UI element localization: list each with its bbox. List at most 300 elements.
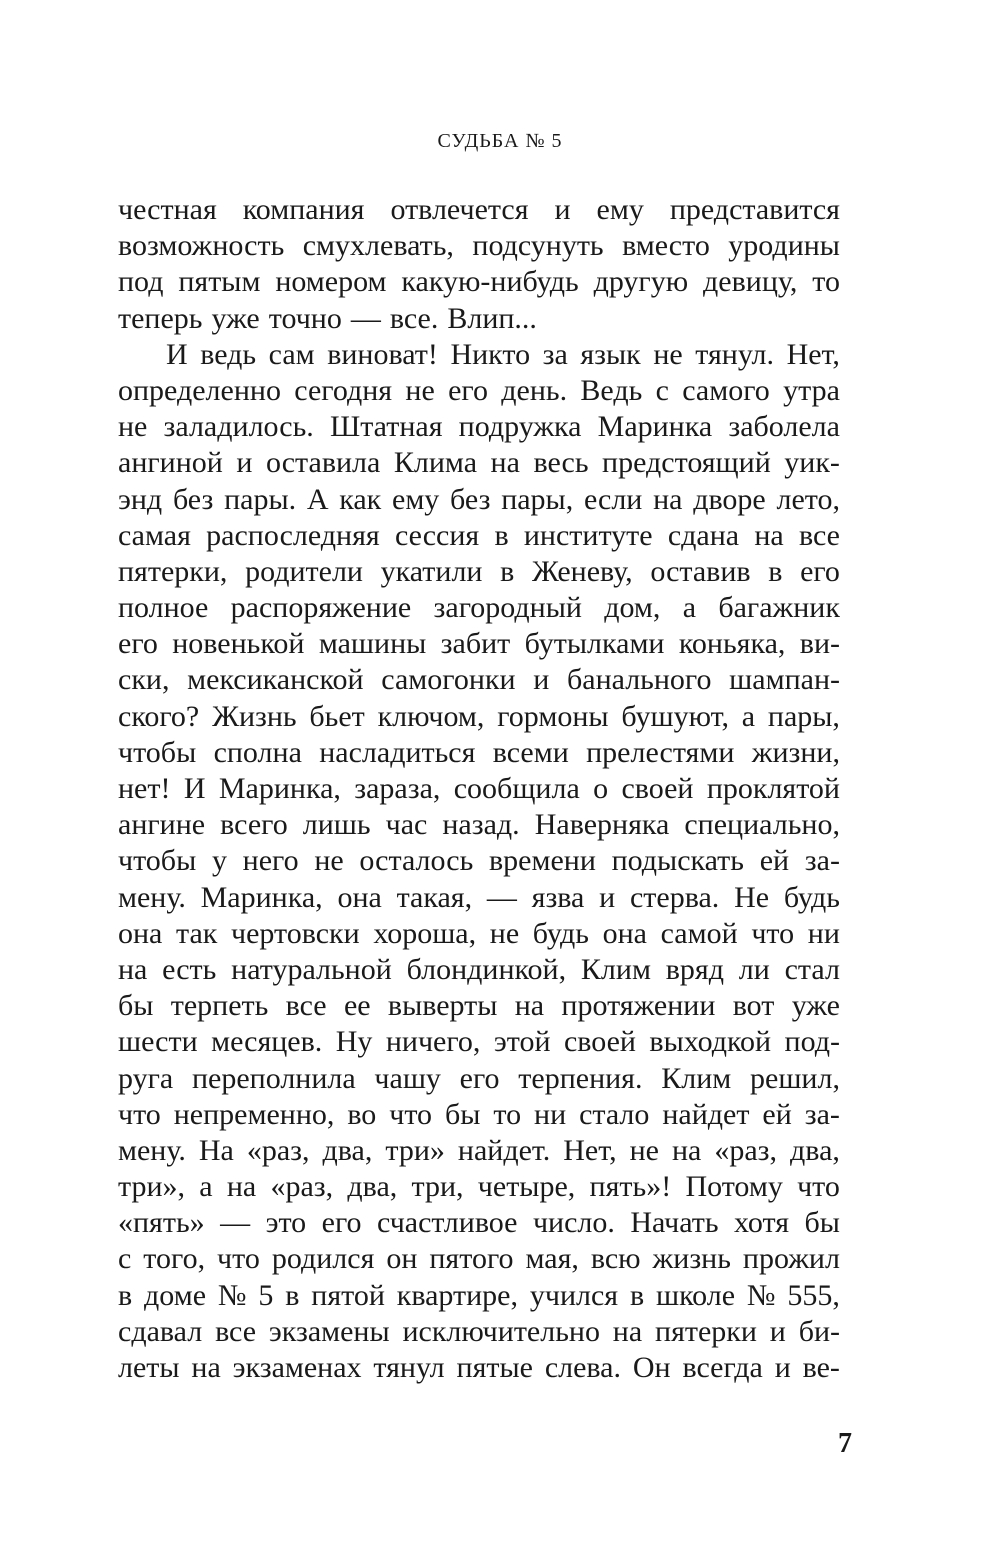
word: о bbox=[593, 772, 609, 805]
word: назад. bbox=[442, 808, 520, 842]
word: язва bbox=[531, 880, 585, 914]
word: ничего, bbox=[385, 1025, 481, 1059]
word: забит bbox=[440, 627, 511, 661]
word: на bbox=[612, 1314, 643, 1348]
word: в bbox=[768, 554, 783, 588]
word: хотя bbox=[734, 1206, 789, 1240]
word: день. bbox=[501, 373, 568, 407]
word: девицу, bbox=[703, 265, 798, 299]
word: багажник bbox=[718, 591, 840, 625]
word: оставив bbox=[650, 554, 751, 588]
word: Не bbox=[734, 880, 770, 914]
word: пары, bbox=[501, 482, 574, 516]
word: под- bbox=[784, 1025, 840, 1059]
word: № bbox=[217, 1278, 247, 1312]
text-line bbox=[118, 228, 840, 264]
word: чертовски bbox=[231, 916, 360, 950]
word: честная bbox=[118, 193, 217, 226]
word: и bbox=[533, 663, 550, 697]
word: прожил bbox=[742, 1242, 840, 1276]
word: теперь bbox=[118, 301, 203, 335]
word: есть bbox=[162, 952, 217, 986]
word: него bbox=[242, 844, 299, 878]
text-line bbox=[118, 409, 840, 445]
body-text bbox=[118, 192, 840, 1386]
word: будь bbox=[783, 880, 840, 914]
text-line bbox=[118, 1061, 840, 1097]
word: Ну bbox=[335, 1025, 373, 1059]
word: ему bbox=[392, 482, 440, 516]
word: мексиканской bbox=[187, 663, 364, 697]
word: учился bbox=[529, 1278, 619, 1312]
word: прелестями bbox=[586, 735, 735, 769]
word: ему bbox=[596, 193, 644, 226]
word: Начать bbox=[630, 1206, 719, 1240]
word: укатили bbox=[380, 554, 483, 588]
word: ей bbox=[759, 844, 790, 878]
text-line bbox=[118, 1024, 840, 1060]
word: он bbox=[386, 1242, 418, 1276]
word: блондинкой, bbox=[406, 952, 567, 986]
text-line bbox=[118, 301, 840, 337]
word: на bbox=[118, 952, 148, 986]
word: пять»! bbox=[589, 1170, 672, 1204]
word: без bbox=[172, 482, 214, 516]
word: 555, bbox=[787, 1278, 840, 1312]
word: Клим bbox=[661, 1061, 732, 1095]
word: И bbox=[166, 337, 188, 371]
word: слева. bbox=[544, 1351, 621, 1384]
word: будь bbox=[532, 916, 589, 950]
word: и bbox=[769, 1314, 786, 1348]
word: уже bbox=[791, 989, 840, 1023]
text-line bbox=[118, 952, 840, 988]
word: лето, bbox=[776, 482, 840, 516]
word: ключом, bbox=[377, 699, 485, 733]
word: найдет. bbox=[457, 1133, 551, 1167]
word: протяжении bbox=[561, 989, 716, 1023]
word: Женеву, bbox=[531, 554, 633, 588]
word: заладилось. bbox=[163, 410, 314, 444]
word: ли bbox=[738, 952, 770, 986]
word: гормоны bbox=[497, 699, 609, 733]
word: точно bbox=[268, 301, 342, 335]
word: банального bbox=[566, 663, 712, 697]
word: Клим bbox=[580, 952, 651, 986]
word: вот bbox=[732, 989, 775, 1023]
word: сегодня bbox=[294, 373, 393, 407]
word: руга bbox=[118, 1061, 174, 1095]
word: на bbox=[514, 989, 545, 1023]
word: вряд bbox=[665, 952, 724, 986]
word: найдет bbox=[662, 1097, 750, 1131]
word: распоряжение bbox=[230, 591, 412, 625]
word: весь bbox=[533, 446, 589, 480]
word: возможность bbox=[118, 229, 285, 263]
word: а bbox=[682, 591, 697, 625]
word: хороша, bbox=[373, 916, 477, 950]
word: на bbox=[226, 1170, 257, 1204]
word: что bbox=[797, 1170, 840, 1204]
word: такая, bbox=[396, 880, 473, 914]
word: два, bbox=[322, 1133, 373, 1167]
word: число. bbox=[532, 1206, 615, 1240]
word: проклятой bbox=[706, 772, 840, 805]
text-line bbox=[118, 445, 840, 481]
word: стал bbox=[784, 952, 840, 986]
text-line bbox=[118, 1169, 840, 1205]
word: доме bbox=[144, 1278, 207, 1312]
word: предстоящий bbox=[602, 446, 771, 480]
word: чашу bbox=[374, 1061, 441, 1095]
word: все bbox=[215, 1314, 257, 1348]
word: пятерки bbox=[655, 1314, 757, 1348]
text-line bbox=[118, 337, 840, 373]
word: самого bbox=[682, 373, 770, 407]
word: это bbox=[265, 1206, 307, 1240]
word: самой bbox=[660, 916, 738, 950]
word: натуральной bbox=[231, 952, 392, 986]
word: два, bbox=[790, 1133, 840, 1167]
word: новенькой bbox=[172, 627, 305, 661]
word: Маринка, bbox=[218, 772, 341, 805]
word: не bbox=[629, 1133, 659, 1167]
word: Потому bbox=[685, 1170, 783, 1204]
word: мену. bbox=[118, 880, 186, 914]
word: всего bbox=[220, 808, 288, 842]
word: счастливое bbox=[377, 1206, 518, 1240]
word: — bbox=[220, 1206, 251, 1240]
word: вместо bbox=[622, 229, 710, 263]
word: сдана bbox=[667, 518, 740, 552]
word: пятым bbox=[178, 265, 261, 299]
text-line bbox=[118, 1350, 840, 1386]
word: ви- bbox=[799, 627, 840, 661]
word: Никто bbox=[450, 337, 531, 371]
word: загородный bbox=[433, 591, 582, 625]
text-line bbox=[118, 843, 840, 879]
word: уродины bbox=[728, 229, 840, 263]
word: и bbox=[554, 193, 571, 226]
word: всегда bbox=[682, 1351, 763, 1384]
word: с bbox=[118, 1242, 132, 1276]
word: уик- bbox=[784, 446, 840, 480]
word: жизни, bbox=[751, 735, 840, 769]
text-line bbox=[118, 626, 840, 662]
word: за- bbox=[804, 844, 840, 878]
word: она bbox=[602, 916, 647, 950]
word: времени bbox=[488, 844, 596, 878]
word: дворе bbox=[693, 482, 766, 516]
word: у bbox=[211, 844, 227, 878]
word: родился bbox=[271, 1242, 375, 1276]
word: распоследняя bbox=[206, 518, 380, 552]
word: самогонки bbox=[381, 663, 516, 697]
word: би- bbox=[798, 1314, 840, 1348]
word: специально, bbox=[684, 808, 840, 842]
word: его bbox=[448, 373, 488, 407]
word: как bbox=[339, 482, 382, 516]
word: и bbox=[774, 1351, 791, 1384]
word: что bbox=[118, 1097, 161, 1131]
word: сессия bbox=[394, 518, 480, 552]
word: зараза, bbox=[354, 772, 441, 805]
word: что bbox=[389, 1097, 433, 1131]
word: ведь bbox=[200, 337, 257, 371]
word: бьет bbox=[309, 699, 365, 733]
word: полное bbox=[118, 591, 209, 625]
text-line bbox=[118, 916, 840, 952]
word: чтобы bbox=[118, 735, 197, 769]
word: два, bbox=[347, 1170, 398, 1204]
word: не bbox=[489, 916, 520, 950]
word: На bbox=[198, 1133, 234, 1167]
word: оставила bbox=[265, 446, 381, 480]
word: сдавал bbox=[118, 1314, 203, 1348]
word: Нет, bbox=[563, 1133, 617, 1167]
word: 5 bbox=[258, 1278, 274, 1312]
text-line bbox=[118, 771, 840, 807]
word: пятерки, bbox=[118, 554, 228, 588]
text-line bbox=[118, 1133, 840, 1169]
word: подружка bbox=[458, 410, 582, 444]
word: в bbox=[629, 1278, 645, 1312]
word: Маринка bbox=[597, 410, 713, 444]
word: выходкой bbox=[649, 1025, 772, 1059]
word: «пять» bbox=[118, 1206, 205, 1240]
word: ни bbox=[807, 916, 840, 950]
word: мая, bbox=[525, 1242, 579, 1276]
word: его bbox=[800, 554, 840, 588]
text-line bbox=[118, 590, 840, 626]
word: машины bbox=[318, 627, 427, 661]
text-line bbox=[118, 1097, 840, 1133]
word: пары. bbox=[224, 482, 297, 516]
word: № bbox=[746, 1278, 776, 1312]
word: его bbox=[118, 627, 158, 661]
word: его bbox=[321, 1206, 362, 1240]
word: подсунуть bbox=[472, 229, 604, 263]
word: три, bbox=[411, 1170, 464, 1204]
word: определенно bbox=[118, 373, 281, 407]
word: бутылками bbox=[524, 627, 665, 661]
text-line bbox=[118, 662, 840, 698]
text-line bbox=[118, 1205, 840, 1241]
word: за- bbox=[804, 1097, 840, 1131]
word: уже bbox=[211, 301, 260, 335]
word: что bbox=[751, 916, 795, 950]
word: Клима bbox=[393, 446, 478, 480]
word: в bbox=[118, 1278, 133, 1312]
word: в bbox=[285, 1278, 300, 1312]
word: чтобы bbox=[118, 844, 197, 878]
word: тянул bbox=[373, 1351, 445, 1384]
word: а bbox=[199, 1170, 213, 1204]
word: осталось bbox=[359, 844, 474, 878]
word: «раз, bbox=[714, 1133, 778, 1167]
word: на bbox=[490, 446, 520, 480]
word: выверты bbox=[387, 989, 498, 1023]
text-line bbox=[118, 1278, 840, 1314]
word: не bbox=[314, 844, 344, 878]
word: того, bbox=[143, 1242, 206, 1276]
running-head-title: СУДЬБА № 5 bbox=[437, 130, 563, 152]
word: Жизнь bbox=[212, 699, 297, 733]
word: пары, bbox=[767, 699, 840, 733]
word: компания bbox=[242, 193, 365, 226]
word: на bbox=[191, 1351, 221, 1384]
word: стало bbox=[579, 1097, 650, 1131]
word: его bbox=[459, 1061, 500, 1095]
word: экзамены bbox=[268, 1314, 390, 1348]
word: не bbox=[405, 373, 435, 407]
word: бы bbox=[445, 1097, 481, 1131]
word: квартире, bbox=[396, 1278, 518, 1312]
word: все bbox=[285, 989, 327, 1023]
word: А bbox=[306, 482, 329, 516]
word: сообщила bbox=[453, 772, 580, 805]
word: ски, bbox=[118, 663, 170, 697]
word: школе bbox=[655, 1278, 736, 1312]
word: тянул. bbox=[695, 337, 774, 371]
word: сам bbox=[268, 337, 315, 371]
word: ее bbox=[343, 989, 371, 1023]
word: не bbox=[118, 410, 148, 444]
word: Штатная bbox=[329, 410, 443, 444]
word: и bbox=[236, 446, 253, 480]
word: во bbox=[347, 1097, 377, 1131]
word: она bbox=[118, 916, 163, 950]
word: Он bbox=[632, 1351, 671, 1384]
word: своей bbox=[563, 1025, 636, 1059]
text-line bbox=[118, 518, 840, 554]
word: какую-нибудь bbox=[401, 265, 579, 299]
word: Нет, bbox=[786, 337, 840, 371]
word: заболела bbox=[728, 410, 840, 444]
word: жизнь bbox=[652, 1242, 731, 1276]
word: бы bbox=[804, 1206, 840, 1240]
word: институте bbox=[523, 518, 653, 552]
text-line bbox=[118, 482, 840, 518]
word: непременно, bbox=[173, 1097, 335, 1131]
word: экзаменах bbox=[232, 1351, 362, 1384]
word: а bbox=[741, 699, 756, 733]
word: все. bbox=[389, 301, 439, 335]
word: самая bbox=[118, 518, 191, 552]
word: три», bbox=[118, 1170, 186, 1204]
word: ангине bbox=[118, 808, 206, 842]
word: то bbox=[493, 1097, 522, 1131]
word: нет! bbox=[118, 772, 171, 805]
word: энд bbox=[118, 482, 163, 516]
word: представится bbox=[669, 193, 840, 226]
word: что bbox=[217, 1242, 260, 1276]
word: шампан- bbox=[729, 663, 840, 697]
word: этой bbox=[493, 1025, 551, 1059]
word: месяцев. bbox=[211, 1025, 323, 1059]
word: она bbox=[337, 880, 382, 914]
word: всю bbox=[590, 1242, 641, 1276]
word: пятой bbox=[311, 1278, 385, 1312]
text-line bbox=[118, 373, 840, 409]
text-line bbox=[118, 880, 840, 916]
word: и bbox=[599, 880, 616, 914]
word: подыскать bbox=[611, 844, 744, 878]
text-line bbox=[118, 699, 840, 735]
word: Наверняка bbox=[534, 808, 670, 842]
word: И bbox=[183, 772, 206, 805]
text-line bbox=[118, 1314, 840, 1350]
word: четыре, bbox=[477, 1170, 576, 1204]
word: лишь bbox=[302, 808, 371, 842]
word: бушуют, bbox=[621, 699, 729, 733]
word: час bbox=[385, 808, 428, 842]
word: ского? bbox=[118, 699, 200, 733]
word: сполна bbox=[213, 735, 302, 769]
word: ангиной bbox=[118, 446, 223, 480]
word: ни bbox=[534, 1097, 567, 1131]
word: номером bbox=[275, 265, 387, 299]
word: леты bbox=[118, 1351, 180, 1384]
word: утра bbox=[783, 373, 840, 407]
word: под bbox=[118, 265, 164, 299]
word: терпеть bbox=[170, 989, 269, 1023]
word: виноват! bbox=[327, 337, 438, 371]
word: всеми bbox=[492, 735, 569, 769]
text-line bbox=[118, 1241, 840, 1277]
word: терпения. bbox=[518, 1061, 643, 1095]
word: в bbox=[494, 518, 509, 552]
word: пятые bbox=[456, 1351, 533, 1384]
word: родители bbox=[245, 554, 363, 588]
word: — bbox=[486, 880, 517, 914]
word: переполнила bbox=[191, 1061, 356, 1095]
word: исключительно bbox=[402, 1314, 600, 1348]
word: бы bbox=[118, 989, 154, 1023]
word: другую bbox=[593, 265, 689, 299]
page-number: 7 bbox=[838, 1428, 852, 1459]
word: своей bbox=[621, 772, 694, 805]
word: не bbox=[653, 337, 683, 371]
text-line bbox=[118, 807, 840, 843]
word: за bbox=[542, 337, 568, 371]
text-line bbox=[118, 192, 840, 228]
word: смухлевать, bbox=[302, 229, 454, 263]
word: шести bbox=[118, 1025, 198, 1059]
text-line bbox=[118, 554, 840, 590]
word: дом, bbox=[604, 591, 661, 625]
word: отвлечется bbox=[390, 193, 529, 226]
word: пятого bbox=[429, 1242, 514, 1276]
word: все bbox=[798, 518, 840, 552]
word: без bbox=[450, 482, 491, 516]
text-line bbox=[118, 264, 840, 300]
word: то bbox=[812, 265, 840, 299]
word: — bbox=[350, 301, 381, 335]
word: решил, bbox=[750, 1061, 840, 1095]
word: коньяка, bbox=[678, 627, 786, 661]
word: язык bbox=[580, 337, 641, 371]
word: если bbox=[583, 482, 643, 516]
text-line bbox=[118, 988, 840, 1024]
word: «раз, bbox=[246, 1133, 310, 1167]
word: ей bbox=[762, 1097, 792, 1131]
word: на bbox=[653, 482, 683, 516]
word: с bbox=[655, 373, 669, 407]
word: стерва. bbox=[629, 880, 720, 914]
word: насладиться bbox=[319, 735, 476, 769]
word: в bbox=[500, 554, 515, 588]
